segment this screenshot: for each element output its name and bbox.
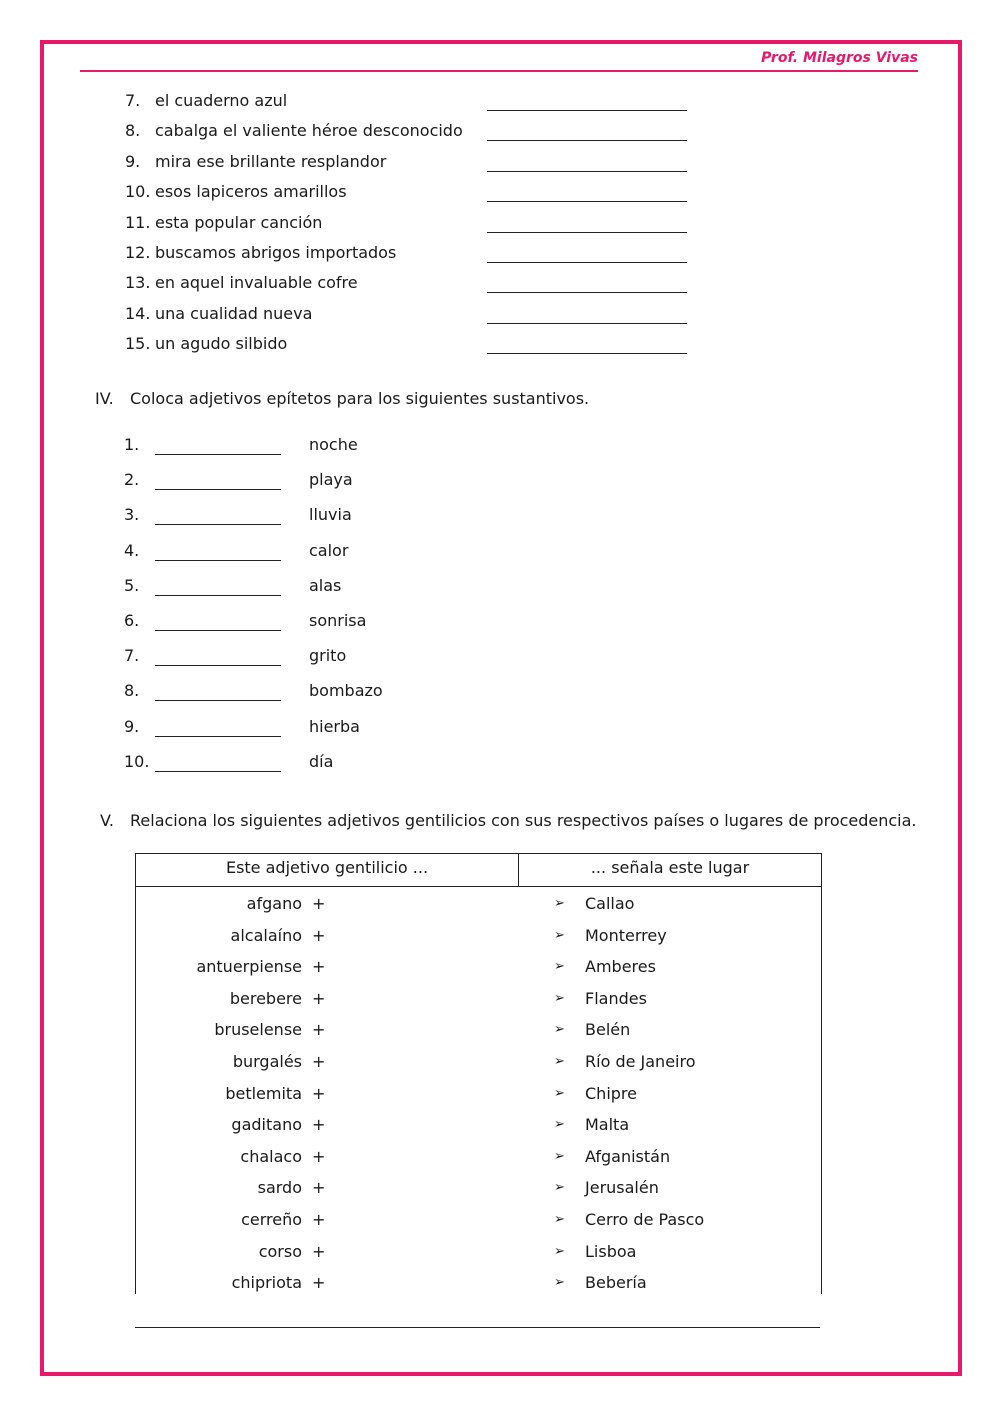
item-number: 8. [125,121,141,140]
item-phrase: cabalga el valiente héroe desconocido [155,121,463,140]
arrow-bullet-icon: ➢ [554,1022,565,1037]
arrow-bullet-icon: ➢ [554,896,565,911]
place-name: Malta [585,1115,630,1134]
noun-word: lluvia [309,505,352,524]
place-name: Río de Janeiro [585,1052,696,1071]
gentilicio-adjective: burgalés [232,1052,302,1071]
plus-icon: + [312,1178,326,1197]
epithet-blank[interactable] [155,595,281,596]
plus-icon: + [312,1273,326,1292]
answer-blank[interactable] [487,201,687,202]
item-phrase: en aquel invaluable cofre [155,273,358,292]
arrow-bullet-icon: ➢ [554,1149,565,1164]
item-number: 10. [124,752,150,771]
place-name: Flandes [585,989,647,1008]
plus-icon: + [312,1115,326,1134]
section-4-instruction: Coloca adjetivos epítetos para los siguientes sustantivos. [130,389,590,408]
epithet-blank[interactable] [155,560,281,561]
plus-icon: + [312,1210,326,1229]
place-name: Lisboa [585,1242,637,1261]
item-phrase: buscamos abrigos importados [155,243,397,262]
place-name: Monterrey [585,926,667,945]
item-number: 8. [124,681,140,700]
item-phrase: mira ese brillante resplandor [155,152,387,171]
answer-blank[interactable] [487,232,687,233]
plus-icon: + [312,957,326,976]
place-name: Amberes [585,957,656,976]
answer-blank[interactable] [487,292,687,293]
arrow-bullet-icon: ➢ [554,928,565,943]
item-phrase: esos lapiceros amarillos [155,182,347,201]
gentilicio-adjective: chalaco [240,1147,302,1166]
epithet-blank[interactable] [155,454,281,455]
epithet-blank[interactable] [155,630,281,631]
noun-word: día [309,752,334,771]
place-name: Belén [585,1020,631,1039]
arrow-bullet-icon: ➢ [554,1244,565,1259]
epithet-blank[interactable] [155,771,281,772]
item-number: 11. [125,213,151,232]
noun-word: noche [309,435,358,454]
gentilicio-table [135,853,822,1294]
epithet-blank[interactable] [155,489,281,490]
arrow-bullet-icon: ➢ [554,1117,565,1132]
arrow-bullet-icon: ➢ [554,1086,565,1101]
author-name: Prof. Milagros Vivas [761,50,918,66]
noun-word: alas [309,576,342,595]
place-name: Bebería [585,1273,647,1292]
plus-icon: + [312,1020,326,1039]
gentilicio-adjective: gaditano [231,1115,302,1134]
gentilicio-adjective: sardo [257,1178,302,1197]
gentilicio-adjective: chipriota [231,1273,302,1292]
place-name: Cerro de Pasco [585,1210,705,1229]
answer-blank[interactable] [487,323,687,324]
item-number: 3. [124,505,140,524]
arrow-bullet-icon: ➢ [554,1212,565,1227]
arrow-bullet-icon: ➢ [554,991,565,1006]
plus-icon: + [312,1147,326,1166]
item-phrase: una cualidad nueva [155,304,313,323]
gentilicio-adjective: betlemita [225,1084,302,1103]
arrow-bullet-icon: ➢ [554,1054,565,1069]
plus-icon: + [312,1242,326,1261]
section-4-numeral: IV. [95,389,114,408]
place-name: Chipre [585,1084,637,1103]
item-phrase: un agudo silbido [155,334,288,353]
item-number: 14. [125,304,151,323]
arrow-bullet-icon: ➢ [554,959,565,974]
item-number: 5. [124,576,140,595]
epithet-blank[interactable] [155,524,281,525]
answer-blank[interactable] [487,140,687,141]
noun-word: hierba [309,717,360,736]
gentilicio-adjective: cerreño [241,1210,302,1229]
place-name: Jerusalén [585,1178,659,1197]
item-number: 10. [125,182,151,201]
gentilicio-adjective: alcalaíno [230,926,302,945]
noun-word: grito [309,646,347,665]
item-number: 6. [124,611,140,630]
item-number: 1. [124,435,140,454]
item-number: 7. [125,91,141,110]
arrow-bullet-icon: ➢ [554,1275,565,1290]
plus-icon: + [312,1052,326,1071]
answer-blank[interactable] [487,171,687,172]
item-phrase: esta popular canción [155,213,323,232]
epithet-blank[interactable] [155,736,281,737]
plus-icon: + [312,894,326,913]
item-phrase: el cuaderno azul [155,91,288,110]
epithet-blank[interactable] [155,665,281,666]
section-5-instruction: Relaciona los siguientes adjetivos gentilicios con sus respectivos países o lugares de procedencia. [130,811,917,830]
item-number: 12. [125,243,151,262]
plus-icon: + [312,1084,326,1103]
plus-icon: + [312,926,326,945]
item-number: 15. [125,334,151,353]
item-number: 2. [124,470,140,489]
plus-icon: + [312,989,326,1008]
answer-blank[interactable] [487,110,687,111]
gentilicio-adjective: afgano [246,894,302,913]
answer-blank[interactable] [487,262,687,263]
bottom-rule [135,1327,820,1328]
noun-word: playa [309,470,353,489]
table-header-line [136,886,821,887]
answer-blank[interactable] [487,353,687,354]
item-number: 9. [124,717,140,736]
epithet-blank[interactable] [155,700,281,701]
item-number: 13. [125,273,151,292]
table-header-adjective: Este adjetivo gentilicio ... [225,858,429,877]
place-name: Afganistán [585,1147,671,1166]
noun-word: sonrisa [309,611,367,630]
item-number: 9. [125,152,141,171]
gentilicio-adjective: antuerpiense [196,957,302,976]
section-5-numeral: V. [100,811,114,830]
item-number: 4. [124,541,140,560]
arrow-bullet-icon: ➢ [554,1180,565,1195]
table-header-place: ... señala este lugar [590,858,750,877]
noun-word: calor [309,541,349,560]
page-header [80,50,918,72]
gentilicio-adjective: corso [258,1242,302,1261]
gentilicio-adjective: berebere [229,989,302,1008]
gentilicio-adjective: bruselense [214,1020,302,1039]
item-number: 7. [124,646,140,665]
place-name: Callao [585,894,635,913]
noun-word: bombazo [309,681,383,700]
